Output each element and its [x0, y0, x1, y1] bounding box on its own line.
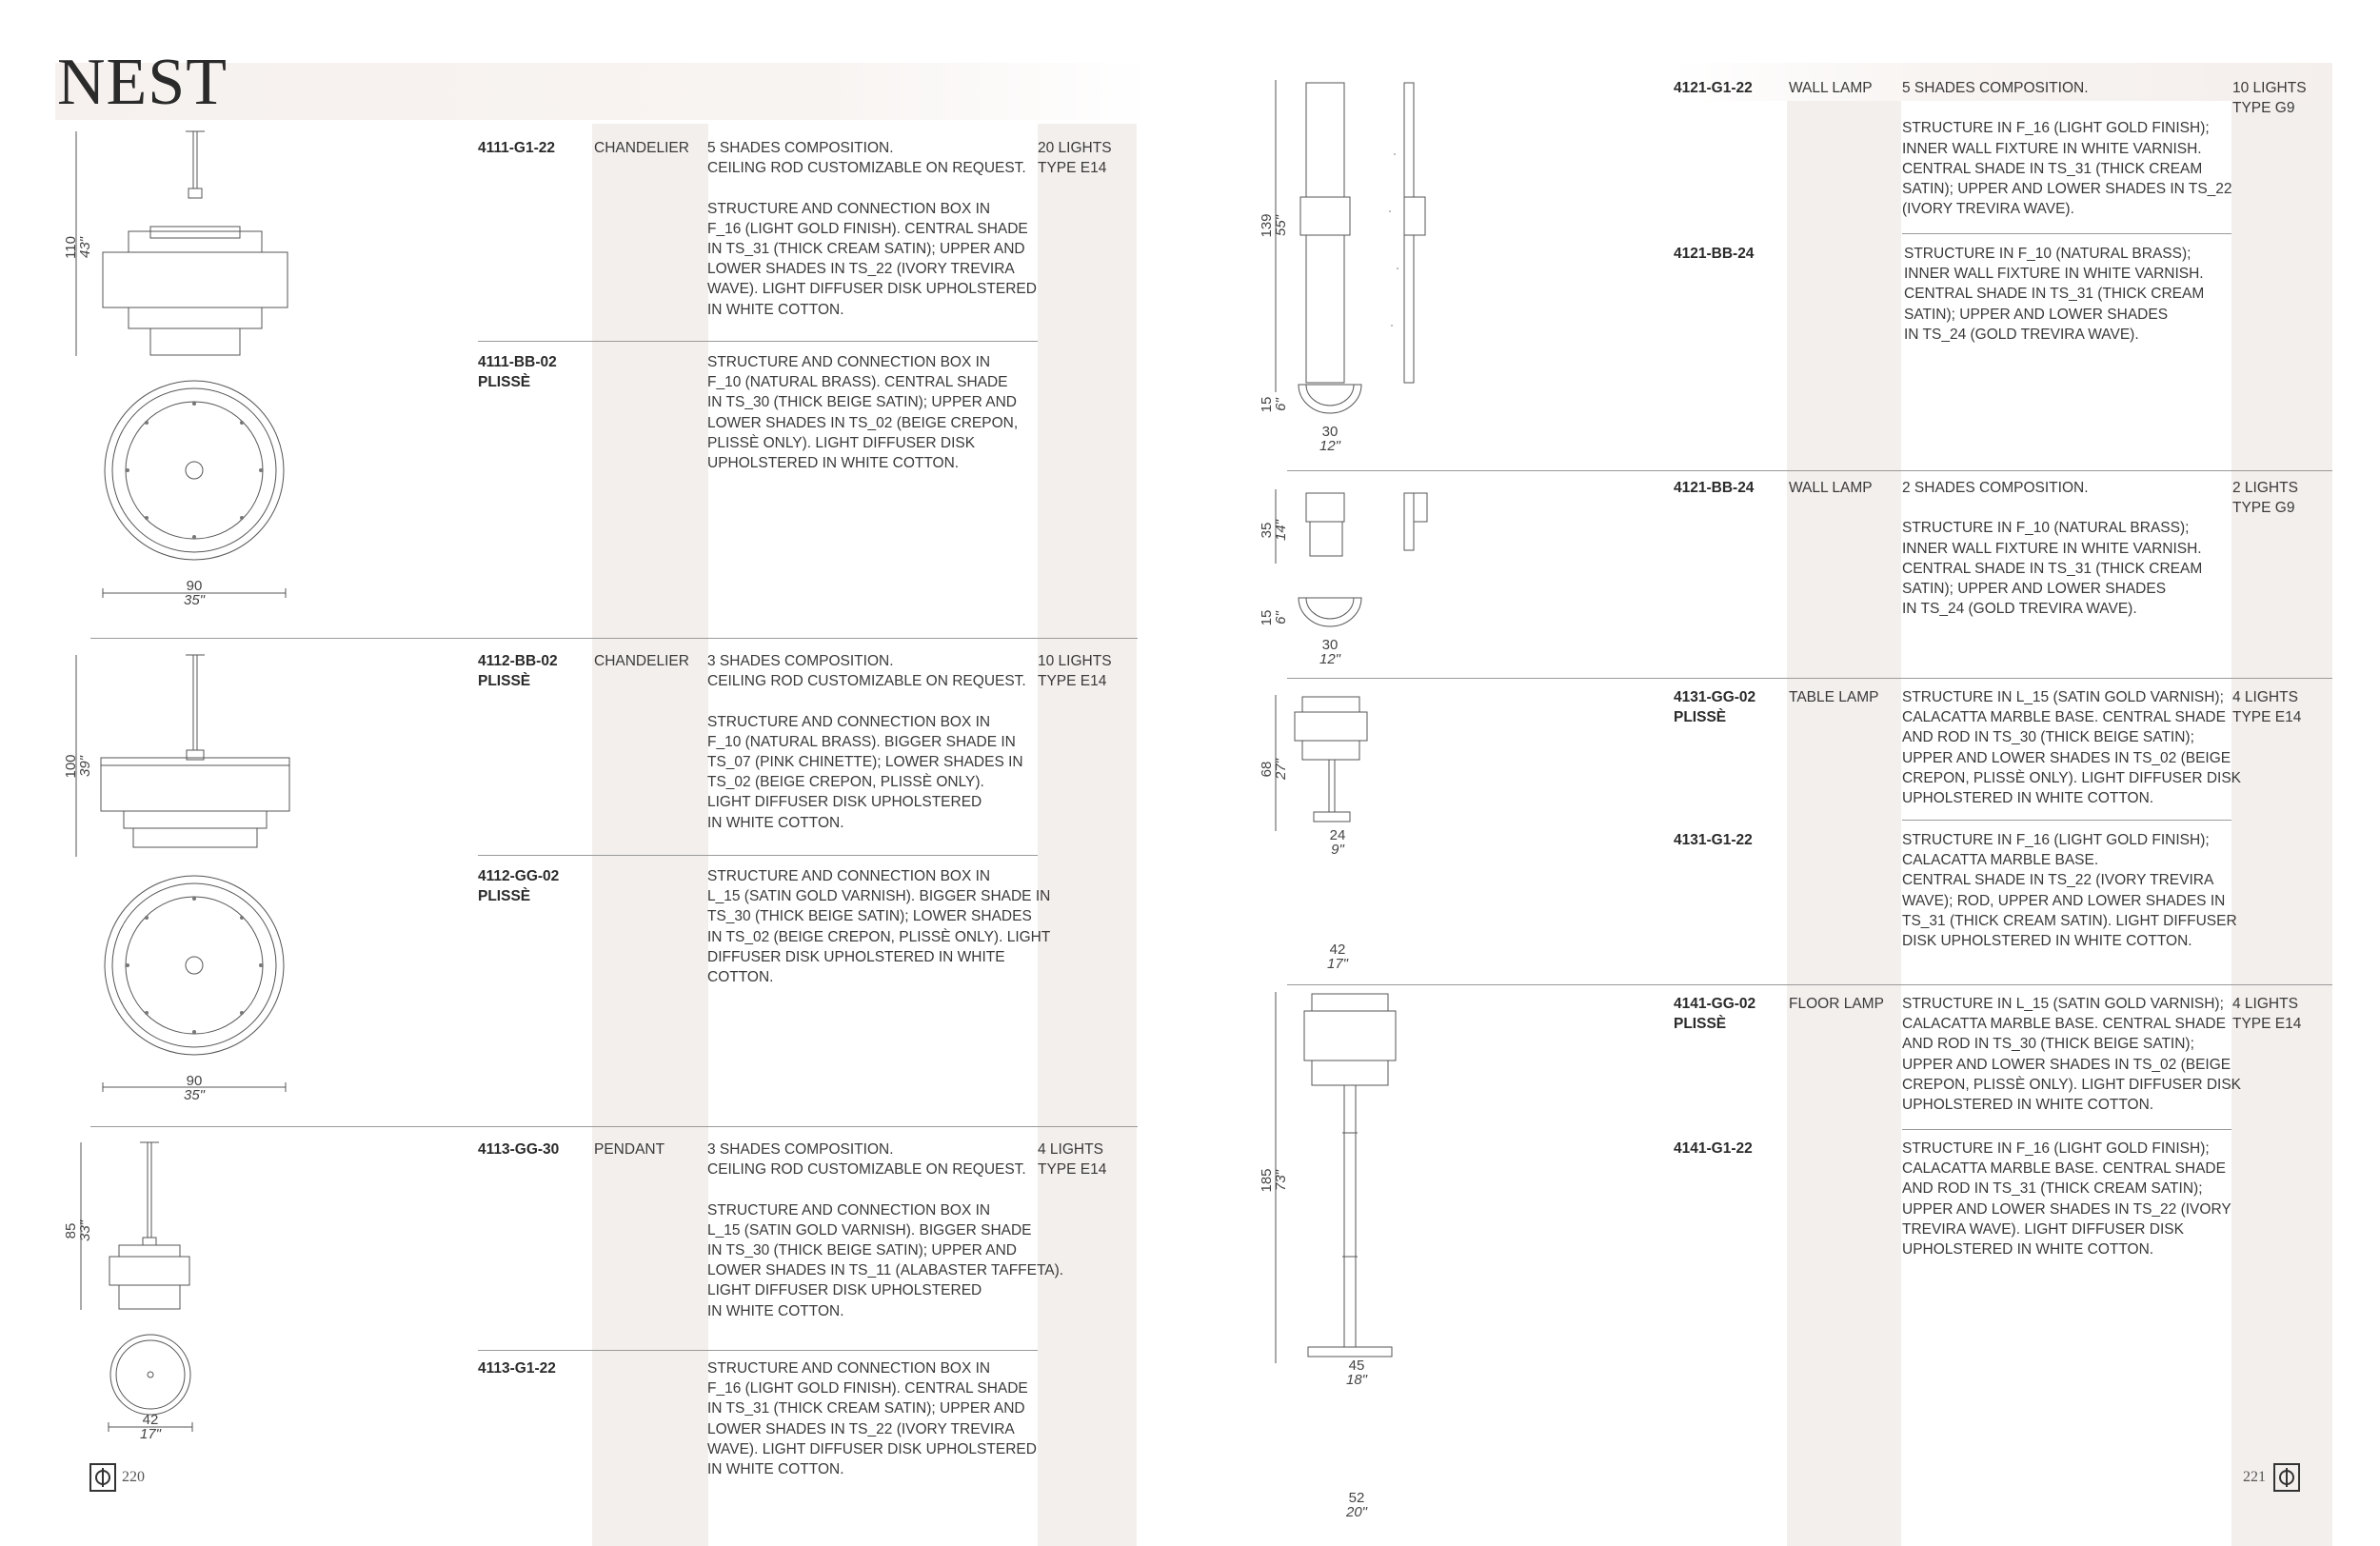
variant-divider	[478, 855, 1038, 856]
product-type: CHANDELIER	[594, 140, 689, 156]
base-dimension: 45 18"	[1345, 1358, 1367, 1388]
product-type: TABLE LAMP	[1789, 689, 1879, 705]
variant-divider	[478, 1350, 1038, 1351]
product-description: STRUCTURE AND CONNECTION BOX IN F_10 (NATURAL BRASS). CENTRAL SHADE IN TS_30 (THICK BEIGE SATIN); UPPER AND LOWER SHADES IN TS_02 (BEIGE CREPON, PLISSÈ ONLY). LIGHT DIFFUSER DISK UPHOLSTERED IN WHITE COTTON.	[707, 354, 1019, 472]
product-code: 4121-BB-24	[1674, 480, 1755, 496]
variant-divider	[1902, 820, 2231, 821]
variant-divider	[1902, 1129, 2231, 1130]
product-type: FLOOR LAMP	[1789, 996, 1884, 1012]
width-dimension: 52 20"	[1345, 1490, 1367, 1520]
wall-lamp-plan-drawing	[1297, 594, 1363, 632]
product-type: WALL LAMP	[1789, 80, 1873, 96]
product-code: 4112-GG-02 PLISSÈ	[478, 868, 560, 904]
base-dimension: 24 9"	[1329, 827, 1346, 858]
section-divider	[1287, 470, 2332, 471]
chandelier-elevation-drawing	[95, 131, 305, 360]
product-description: 3 SHADES COMPOSITION. CEILING ROD CUSTOMIZABLE ON REQUEST. STRUCTURE AND CONNECTION BOX IN L_15 (SATIN GOLD VARNISH). BIGGER SHADE IN TS_30 (THICK BEIGE SATIN); UPPER AND LOWER SHADES IN TS_11 (ALABASTER TAFFETA). LIGHT DIFFUSER DISK UPHOLSTERED IN WHITE COTTON.	[707, 1141, 1064, 1319]
width-dimension: 30 12"	[1319, 424, 1340, 454]
product-code: 4111-BB-02 PLISSÈ	[478, 354, 557, 390]
width-dimension: 42 17"	[139, 1412, 161, 1442]
product-code: 4112-BB-02 PLISSÈ	[478, 653, 558, 689]
product-lights: 4 LIGHTS TYPE E14	[2232, 996, 2302, 1033]
height-dimension: 85 33"	[63, 1220, 93, 1242]
product-lights: 4 LIGHTS TYPE E14	[2232, 689, 2302, 726]
product-type: WALL LAMP	[1789, 480, 1873, 496]
section-divider	[1287, 984, 2332, 985]
width-dimension: 90 35"	[183, 1073, 205, 1103]
page-title: NEST	[57, 46, 228, 119]
brand-logo-icon	[89, 1463, 116, 1492]
product-code: 4141-G1-22	[1674, 1140, 1753, 1157]
product-code: 4113-G1-22	[478, 1360, 556, 1377]
product-description: 2 SHADES COMPOSITION. STRUCTURE IN F_10 (NATURAL BRASS); INNER WALL FIXTURE IN WHITE VARNISH. CENTRAL SHADE IN TS_31 (THICK CREAM SATIN); UPPER AND LOWER SHADES IN TS_24 (GOLD TREVIRA WAVE).	[1902, 480, 2203, 618]
section-divider	[1287, 678, 2332, 679]
right-type-column-band	[1787, 63, 1901, 1546]
depth-dimension: 15 6"	[1259, 396, 1289, 413]
product-lights: 4 LIGHTS TYPE E14	[1038, 1141, 1107, 1179]
width-dimension: 90 35"	[183, 578, 205, 608]
product-type: PENDANT	[594, 1141, 665, 1158]
chandelier-plan-drawing	[103, 379, 286, 562]
floor-lamp-elevation-drawing	[1276, 990, 1447, 1371]
chandelier-plan-drawing	[103, 874, 286, 1057]
product-description: STRUCTURE AND CONNECTION BOX IN L_15 (SATIN GOLD VARNISH). BIGGER SHADE IN TS_30 (THICK BEIGE SATIN); LOWER SHADES IN TS_02 (BEIGE CREPON, PLISSÈ ONLY). LIGHT DIFFUSER DISK UPHOLSTERED IN WHITE COTTON.	[707, 868, 1051, 986]
brand-logo-icon	[2273, 1463, 2300, 1492]
left-lights-column-band	[1038, 124, 1137, 1546]
product-lights: 2 LIGHTS TYPE G9	[2232, 480, 2298, 517]
product-description: STRUCTURE IN L_15 (SATIN GOLD VARNISH); CALACATTA MARBLE BASE. CENTRAL SHADE AND ROD IN TS_30 (THICK BEIGE SATIN); UPPER AND LOWER SHADES IN TS_02 (BEIGE CREPON, PLISSÈ ONLY). LIGHT DIFFUSER DISK UPHOLSTERED IN WHITE COTTON.	[1902, 996, 2242, 1114]
wall-lamp-elevation-drawing	[1276, 487, 1447, 564]
page-number: 221	[2243, 1469, 2266, 1485]
height-dimension: 139 55"	[1259, 213, 1289, 238]
product-lights: 10 LIGHTS TYPE E14	[1038, 653, 1112, 690]
section-divider	[90, 638, 1138, 639]
section-divider	[90, 1126, 1138, 1127]
height-dimension: 100 39"	[63, 754, 93, 779]
height-dimension: 35 14"	[1259, 520, 1289, 542]
product-code: 4131-G1-22	[1674, 832, 1753, 848]
width-dimension: 42 17"	[1326, 941, 1348, 972]
left-type-column-band	[592, 124, 708, 1546]
product-description: STRUCTURE IN F_16 (LIGHT GOLD FINISH); CALACATTA MARBLE BASE. CENTRAL SHADE AND ROD IN TS_31 (THICK CREAM SATIN); UPPER AND LOWER SHADES IN TS_22 (IVORY TREVIRA WAVE). LIGHT DIFFUSER DISK UPHOLSTERED IN WHITE COTTON.	[1902, 1140, 2231, 1259]
wall-lamp-plan-drawing	[1297, 381, 1363, 419]
height-dimension: 185 73"	[1259, 1168, 1289, 1193]
product-lights: 20 LIGHTS TYPE E14	[1038, 140, 1112, 177]
product-description: 3 SHADES COMPOSITION. CEILING ROD CUSTOMIZABLE ON REQUEST. STRUCTURE AND CONNECTION BOX IN F_10 (NATURAL BRASS). BIGGER SHADE IN TS_07 (PINK CHINETTE); LOWER SHADES IN TS_02 (BEIGE CREPON, PLISSÈ ONLY). LIGHT DIFFUSER DISK UPHOLSTERED IN WHITE COTTON.	[707, 653, 1026, 831]
product-code: 4111-G1-22	[478, 140, 556, 156]
pendant-elevation-drawing	[105, 1142, 200, 1314]
product-code: 4141-GG-02 PLISSÈ	[1674, 996, 1756, 1032]
product-code: 4131-GG-02 PLISSÈ	[1674, 689, 1756, 725]
variant-divider	[478, 341, 1038, 342]
pendant-plan-drawing	[109, 1333, 192, 1417]
product-type: CHANDELIER	[594, 653, 689, 669]
product-description: 5 SHADES COMPOSITION. STRUCTURE IN F_16 (LIGHT GOLD FINISH); INNER WALL FIXTURE IN WHITE VARNISH. CENTRAL SHADE IN TS_31 (THICK CREAM SATIN); UPPER AND LOWER SHADES IN TS_22 (IVORY TREVIRA WAVE).	[1902, 80, 2232, 218]
variant-divider	[1902, 233, 2231, 234]
product-description: STRUCTURE IN L_15 (SATIN GOLD VARNISH); CALACATTA MARBLE BASE. CENTRAL SHADE AND ROD IN TS_30 (THICK BEIGE SATIN); UPPER AND LOWER SHADES IN TS_02 (BEIGE CREPON, PLISSÈ ONLY). LIGHT DIFFUSER DISK UPHOLSTERED IN WHITE COTTON.	[1902, 689, 2242, 807]
product-code: 4121-G1-22	[1674, 80, 1753, 96]
page-number: 220	[122, 1469, 145, 1485]
product-description: STRUCTURE IN F_10 (NATURAL BRASS); INNER WALL FIXTURE IN WHITE VARNISH. CENTRAL SHADE IN TS_31 (THICK CREAM SATIN); UPPER AND LOWER SHADES IN TS_24 (GOLD TREVIRA WAVE).	[1904, 246, 2205, 343]
product-code: 4121-BB-24	[1674, 246, 1755, 262]
product-description: STRUCTURE IN F_16 (LIGHT GOLD FINISH); CALACATTA MARBLE BASE. CENTRAL SHADE IN TS_22 (IVORY TREVIRA WAVE); ROD, UPPER AND LOWER SHADES IN TS_31 (THICK CREAM SATIN). LIGHT DIFFUSER DISK UPHOLSTERED IN WHITE COTTON.	[1902, 832, 2237, 950]
table-lamp-elevation-drawing	[1276, 693, 1409, 836]
product-description: 5 SHADES COMPOSITION. CEILING ROD CUSTOMIZABLE ON REQUEST. STRUCTURE AND CONNECTION BOX IN F_16 (LIGHT GOLD FINISH). CENTRAL SHADE IN TS_31 (THICK CREAM SATIN); UPPER AND LOWER SHADES IN TS_22 (IVORY TREVIRA WAVE). LIGHT DIFFUSER DISK UPHOLSTERED IN WHITE COTTON.	[707, 140, 1037, 318]
product-description: STRUCTURE AND CONNECTION BOX IN F_16 (LIGHT GOLD FINISH). CENTRAL SHADE IN TS_31 (THICK CREAM SATIN); UPPER AND LOWER SHADES IN TS_22 (IVORY TREVIRA WAVE). LIGHT DIFFUSER DISK UPHOLSTERED IN WHITE COTTON.	[707, 1360, 1037, 1478]
width-dimension: 30 12"	[1319, 637, 1340, 667]
product-code: 4113-GG-30	[478, 1141, 560, 1158]
chandelier-elevation-drawing	[95, 655, 305, 864]
product-lights: 10 LIGHTS TYPE G9	[2232, 80, 2307, 117]
depth-dimension: 15 6"	[1259, 609, 1289, 626]
right-lights-column-band	[2231, 63, 2332, 1546]
height-dimension: 110 43"	[63, 236, 93, 259]
wall-lamp-elevation-drawing	[1276, 78, 1447, 392]
height-dimension: 68 27"	[1259, 759, 1289, 781]
